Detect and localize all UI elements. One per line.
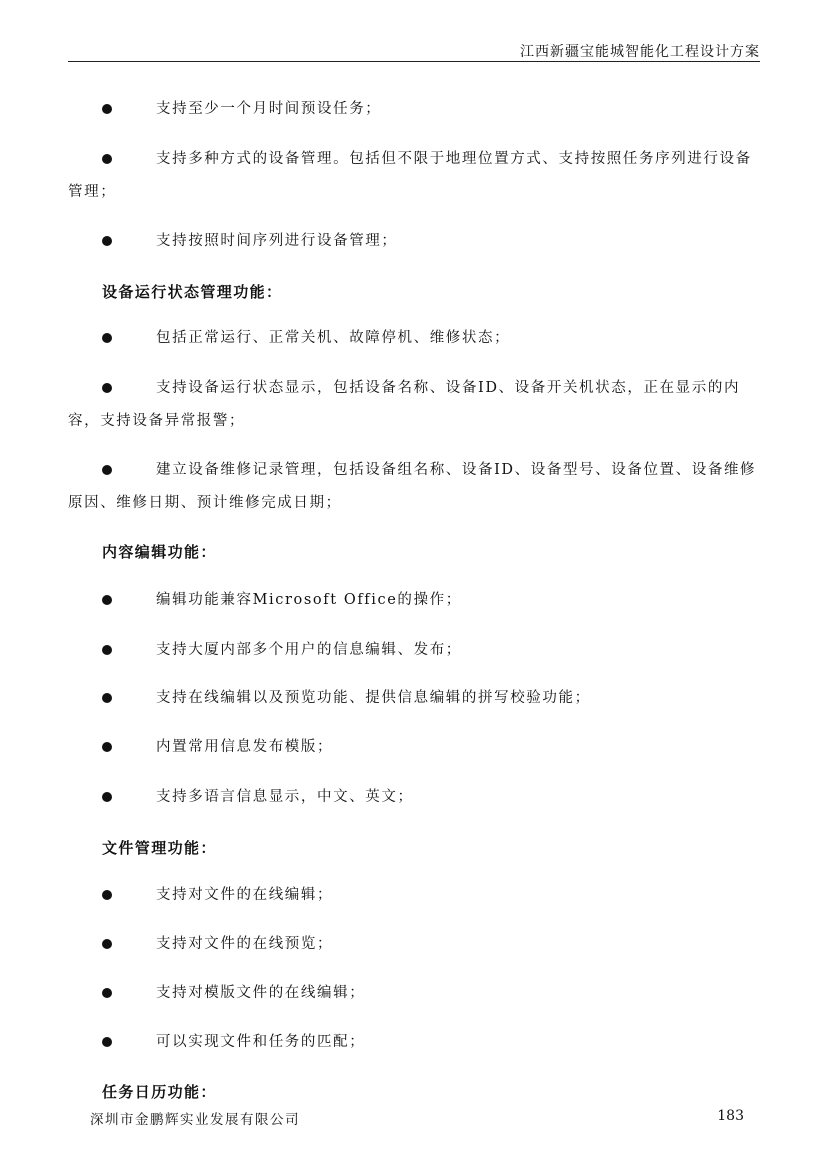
list-item	[68, 454, 760, 520]
bullet-icon	[102, 645, 112, 655]
list-item	[68, 682, 760, 715]
list-item	[68, 584, 760, 617]
bullet-icon	[102, 792, 112, 802]
list-item-text: 支持大厦内部多个用户的信息编辑、发布；	[156, 642, 462, 658]
list-item-text: 支持对模版文件的在线编辑；	[156, 985, 366, 1001]
list-item	[68, 879, 760, 912]
list-item	[68, 372, 760, 438]
list-item	[68, 143, 760, 209]
header-divider	[68, 61, 760, 62]
page-number: 183	[717, 1108, 744, 1124]
list-item-text: 建立设备维修记录管理，包括设备组名称、设备ID、设备型号、设备位置、设备维修原因、维修日期、预计维修完成日期；	[68, 462, 757, 511]
list-item-text: 支持多语言信息显示，中文、英文；	[156, 789, 414, 805]
list-item-text: 支持对文件的在线编辑；	[156, 887, 334, 903]
bullet-icon	[102, 236, 112, 246]
list-item-text: 支持按照时间序列进行设备管理；	[156, 233, 398, 249]
list-item	[68, 322, 760, 355]
header-title: 江西新疆宝能城智能化工程设计方案	[520, 44, 760, 60]
list-item	[68, 634, 760, 667]
section-heading: 内容编辑功能：	[102, 543, 217, 561]
bullet-icon	[102, 890, 112, 900]
list-item-text: 支持多种方式的设备管理。包括但不限于地理位置方式、支持按照任务序列进行设备管理；	[68, 151, 752, 200]
footer-company: 深圳市金鹏辉实业发展有限公司	[90, 1112, 300, 1128]
bullet-icon	[102, 465, 112, 475]
list-item-text: 支持设备运行状态显示，包括设备名称、设备ID、设备开关机状态，正在显示的内容，支持设备异常报警；	[68, 380, 741, 429]
bullet-icon	[102, 939, 112, 949]
bullet-icon	[102, 333, 112, 343]
bullet-icon	[102, 383, 112, 393]
bullet-icon	[102, 1037, 112, 1047]
list-item	[68, 225, 760, 258]
list-item-text: 支持对文件的在线预览；	[156, 936, 334, 952]
list-item	[68, 977, 760, 1010]
list-item-text: 包括正常运行、正常关机、故障停机、维修状态；	[156, 330, 511, 346]
list-item	[68, 93, 760, 126]
list-item	[68, 1026, 760, 1059]
list-item-text: 可以实现文件和任务的匹配；	[156, 1034, 366, 1050]
section-heading: 设备运行状态管理功能：	[102, 283, 283, 301]
bullet-icon	[102, 104, 112, 114]
list-item	[68, 731, 760, 764]
list-item-text: 支持在线编辑以及预览功能、提供信息编辑的拼写校验功能；	[156, 690, 591, 706]
list-item-text: 内置常用信息发布模版；	[156, 739, 334, 755]
bullet-icon	[102, 988, 112, 998]
list-item-text: 编辑功能兼容Microsoft Office的操作；	[156, 592, 462, 608]
bullet-icon	[102, 742, 112, 752]
list-item-text: 支持至少一个月时间预设任务；	[156, 101, 382, 117]
section-heading: 文件管理功能：	[102, 839, 217, 857]
bullet-icon	[102, 595, 112, 605]
bullet-icon	[102, 693, 112, 703]
section-heading: 任务日历功能：	[102, 1083, 217, 1101]
list-item	[68, 928, 760, 961]
list-item	[68, 781, 760, 814]
bullet-icon	[102, 154, 112, 164]
